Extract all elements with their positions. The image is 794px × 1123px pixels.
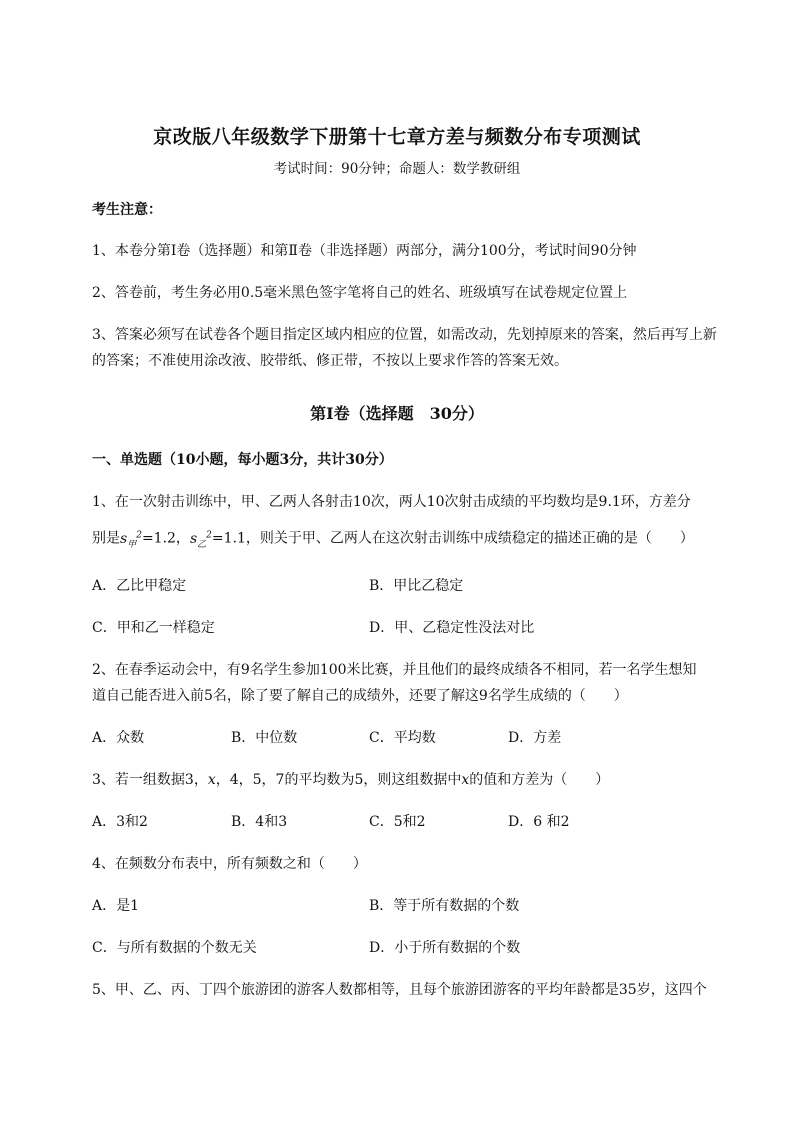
question-1-stem: 1、在一次射击训练中，甲、乙两人各射击10次，两人10次射击成绩的平均数均是9.1环，方差分	[92, 494, 691, 510]
option-d[interactable]: D．小于所有数据的个数	[369, 940, 521, 956]
notice-item: 3、答案必须写在试卷各个题目指定区域内相应的位置，如需改动，先划掉原来的答案，然后再写上新	[92, 327, 717, 343]
variance-symbol: $s_乙^2$	[189, 530, 212, 550]
option-c[interactable]: C．5和2	[369, 814, 426, 830]
option-a[interactable]: A．是1	[92, 898, 140, 914]
question-5-stem: 5、甲、乙、丙、丁四个旅游团的游客人数都相等，且每个旅游团游客的平均年龄都是35岁，这四个	[92, 982, 707, 998]
option-a[interactable]: A．众数	[92, 730, 145, 746]
option-c[interactable]: C．甲和乙一样稳定	[92, 620, 215, 636]
exam-info: 考试时间：90分钟；命题人：数学教研组	[273, 161, 521, 177]
question-3-stem: 3、若一组数据3，x，4，5，7的平均数为5，则这组数据中x的值和方差为（ ）	[92, 772, 610, 788]
option-d[interactable]: D．甲、乙稳定性没法对比	[369, 620, 535, 636]
part-heading: 一、单选题（10小题，每小题3分，共计30分）	[92, 452, 393, 468]
option-b[interactable]: B．等于所有数据的个数	[369, 898, 520, 914]
notice-item: 2、答卷前，考生务必用0.5毫米黑色签字笔将自己的姓名、班级填写在试卷规定位置上	[92, 285, 628, 301]
option-b[interactable]: B．中位数	[231, 730, 298, 746]
option-a[interactable]: A．3和2	[92, 814, 148, 830]
option-b[interactable]: B．甲比乙稳定	[369, 578, 464, 594]
section-title: 第I卷（选择题 30分）	[310, 404, 484, 423]
notice-item: 的答案；不准使用涂改液、胶带纸、修正带，不按以上要求作答的答案无效。	[92, 353, 568, 369]
question-1-stem-cont: 别是$s_甲^2=1.2$，$s_乙^2=1.1$，则关于甲、乙两人在这次射击训练中成绩稳定的描述正确的是（ ）	[92, 530, 694, 550]
option-a[interactable]: A．乙比甲稳定	[92, 578, 187, 594]
notice-heading: 考生注意：	[92, 202, 162, 218]
page-title: 京改版八年级数学下册第十七章方差与频数分布专项测试	[153, 126, 641, 148]
variance-symbol: $s_甲^2$	[120, 530, 142, 550]
option-d[interactable]: D．方差	[508, 730, 562, 746]
question-2-stem: 2、在春季运动会中，有9名学生参加100米比赛，并且他们的最终成绩各不相同，若一名学生想知	[92, 662, 697, 678]
option-d[interactable]: D．6 和2	[508, 814, 570, 830]
notice-item: 1、本卷分第I卷（选择题）和第Ⅱ卷（非选择题）两部分，满分100分，考试时间90分钟	[92, 243, 637, 259]
option-c[interactable]: C．与所有数据的个数无关	[92, 940, 257, 956]
option-b[interactable]: B．4和3	[231, 814, 288, 830]
question-4-stem: 4、在频数分布表中，所有频数之和（ ）	[92, 856, 367, 872]
option-c[interactable]: C．平均数	[369, 730, 436, 746]
question-2-stem-cont: 道自己能否进入前5名，除了要了解自己的成绩外，还要了解这9名学生成绩的（ ）	[92, 688, 628, 704]
